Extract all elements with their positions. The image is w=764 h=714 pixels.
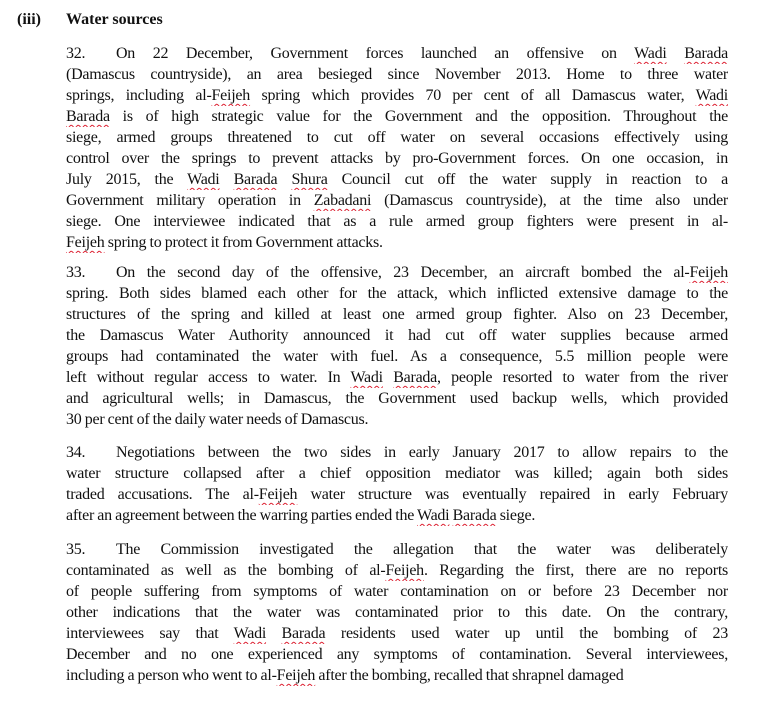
- spellcheck-flagged-word: Barada: [452, 507, 497, 524]
- text-line: (Damascus countryside), an area besieged since November 2013. Home to three water: [66, 66, 728, 83]
- spellcheck-flagged-word: Zabadani: [313, 192, 372, 209]
- text-line: structures of the spring and killed at least one armed group fighter. Also on 23 December,: [66, 306, 728, 323]
- paragraph-number: 35.: [66, 541, 86, 558]
- spellcheck-flagged-word: Barada: [66, 108, 110, 125]
- text-line: 35. The Commission investigated the allegation that the water was deliberately: [66, 541, 728, 558]
- spellcheck-flagged-word: Barada: [393, 369, 438, 386]
- spellcheck-flagged-word: Feijeh: [689, 264, 728, 281]
- spellcheck-flagged-word: Feijeh: [211, 87, 251, 104]
- text-line: control over the springs to prevent attacks by pro-Government forces. On one occasion, in: [66, 150, 728, 167]
- spellcheck-flagged-word: Barada: [684, 45, 728, 62]
- spellcheck-flagged-word: Feijeh: [276, 667, 316, 684]
- paragraph-32: [66, 43, 728, 253]
- text-line: traded accusations. The al-Feijeh water structure was eventually repaired in early February: [66, 486, 728, 503]
- text-line: siege. One interviewee indicated that as a rule armed group fighters were present in al-: [66, 213, 728, 230]
- text-line: 30 per cent of the daily water needs of Damascus.: [66, 411, 369, 428]
- text-line: springs, including al-Feijeh spring which provides 70 per cent of all Damascus water, Wadi: [66, 87, 728, 104]
- paragraph-number: 32.: [66, 45, 86, 62]
- paragraph-33: [66, 262, 728, 430]
- spellcheck-flagged-word: Shura: [291, 171, 328, 188]
- text-line: water structure collapsed after a chief opposition mediator was killed; again both sides: [66, 465, 728, 482]
- text-line: 34. Negotiations between the two sides in early January 2017 to allow repairs to the: [66, 444, 728, 461]
- text-line: Feijeh spring to protect it from Government attacks.: [66, 234, 383, 251]
- spellcheck-flagged-word: Barada: [281, 625, 326, 642]
- text-line: and agricultural wells; in Damascus, the Government used backup wells, which provided: [66, 390, 728, 407]
- paragraph-number: 33.: [66, 264, 86, 281]
- text-line: 33. On the second day of the offensive, 23 December, an aircraft bombed the al-Feijeh: [66, 264, 728, 281]
- spellcheck-flagged-word: Feijeh: [66, 234, 105, 251]
- text-line: left without regular access to water. In Wadi Barada, people resorted to water from the river: [66, 369, 728, 386]
- spellcheck-flagged-word: Feijeh: [385, 562, 424, 579]
- text-line: contaminated as well as the bombing of al-Feijeh. Regarding the first, there are no reports: [66, 562, 728, 579]
- spellcheck-flagged-word: Barada: [233, 171, 278, 188]
- text-line: interviewees say that Wadi Barada residents used water up until the bombing of 23: [66, 625, 728, 642]
- paragraph-34: [66, 442, 728, 526]
- text-line: Barada is of high strategic value for the Government and the opposition. Throughout the: [66, 108, 728, 125]
- text-line: after an agreement between the warring parties ended the Wadi Barada siege.: [66, 507, 536, 524]
- spellcheck-flagged-word: Wadi: [187, 171, 220, 188]
- section-title: Water sources: [66, 11, 163, 28]
- text-line: July 2015, the Wadi Barada Shura Council cut off the water supply in reaction to a: [66, 171, 728, 188]
- text-line: spring. Both sides blamed each other for the attack, which inflicted extensive damage to the: [66, 285, 728, 302]
- text-line: 32. On 22 December, Government forces launched an offensive on Wadi Barada: [66, 45, 728, 62]
- text-line: siege, armed groups threatened to cut off water on several occasions effectively using: [66, 129, 728, 146]
- paragraph-number: 34.: [66, 444, 86, 461]
- text-line: of people suffering from symptoms of water contamination on or before 23 December nor: [66, 583, 728, 600]
- text-line: other indications that the water was contaminated prior to this date. On the contrary,: [66, 604, 728, 621]
- spellcheck-flagged-word: Wadi: [350, 369, 383, 386]
- text-line: the Damascus Water Authority announced it had cut off water supplies because armed: [66, 327, 728, 344]
- paragraph-35: [66, 539, 728, 686]
- text-line: groups had contaminated the water with fuel. As a consequence, 5.5 million people were: [66, 348, 728, 365]
- text-line: December and no one experienced any symptoms of contamination. Several interviewees,: [66, 646, 728, 663]
- spellcheck-flagged-word: Feijeh: [258, 486, 298, 503]
- section-number: (iii): [17, 11, 41, 28]
- spellcheck-flagged-word: Wadi: [634, 45, 667, 62]
- spellcheck-flagged-word: Wadi: [695, 87, 728, 104]
- text-line: including a person who went to al-Feijeh after the bombing, recalled that shrapnel damaged: [66, 667, 624, 684]
- text-line: Government military operation in Zabadani (Damascus countryside), at the time also under: [66, 192, 728, 209]
- spellcheck-flagged-word: Wadi: [417, 507, 450, 524]
- spellcheck-flagged-word: Wadi: [233, 625, 267, 642]
